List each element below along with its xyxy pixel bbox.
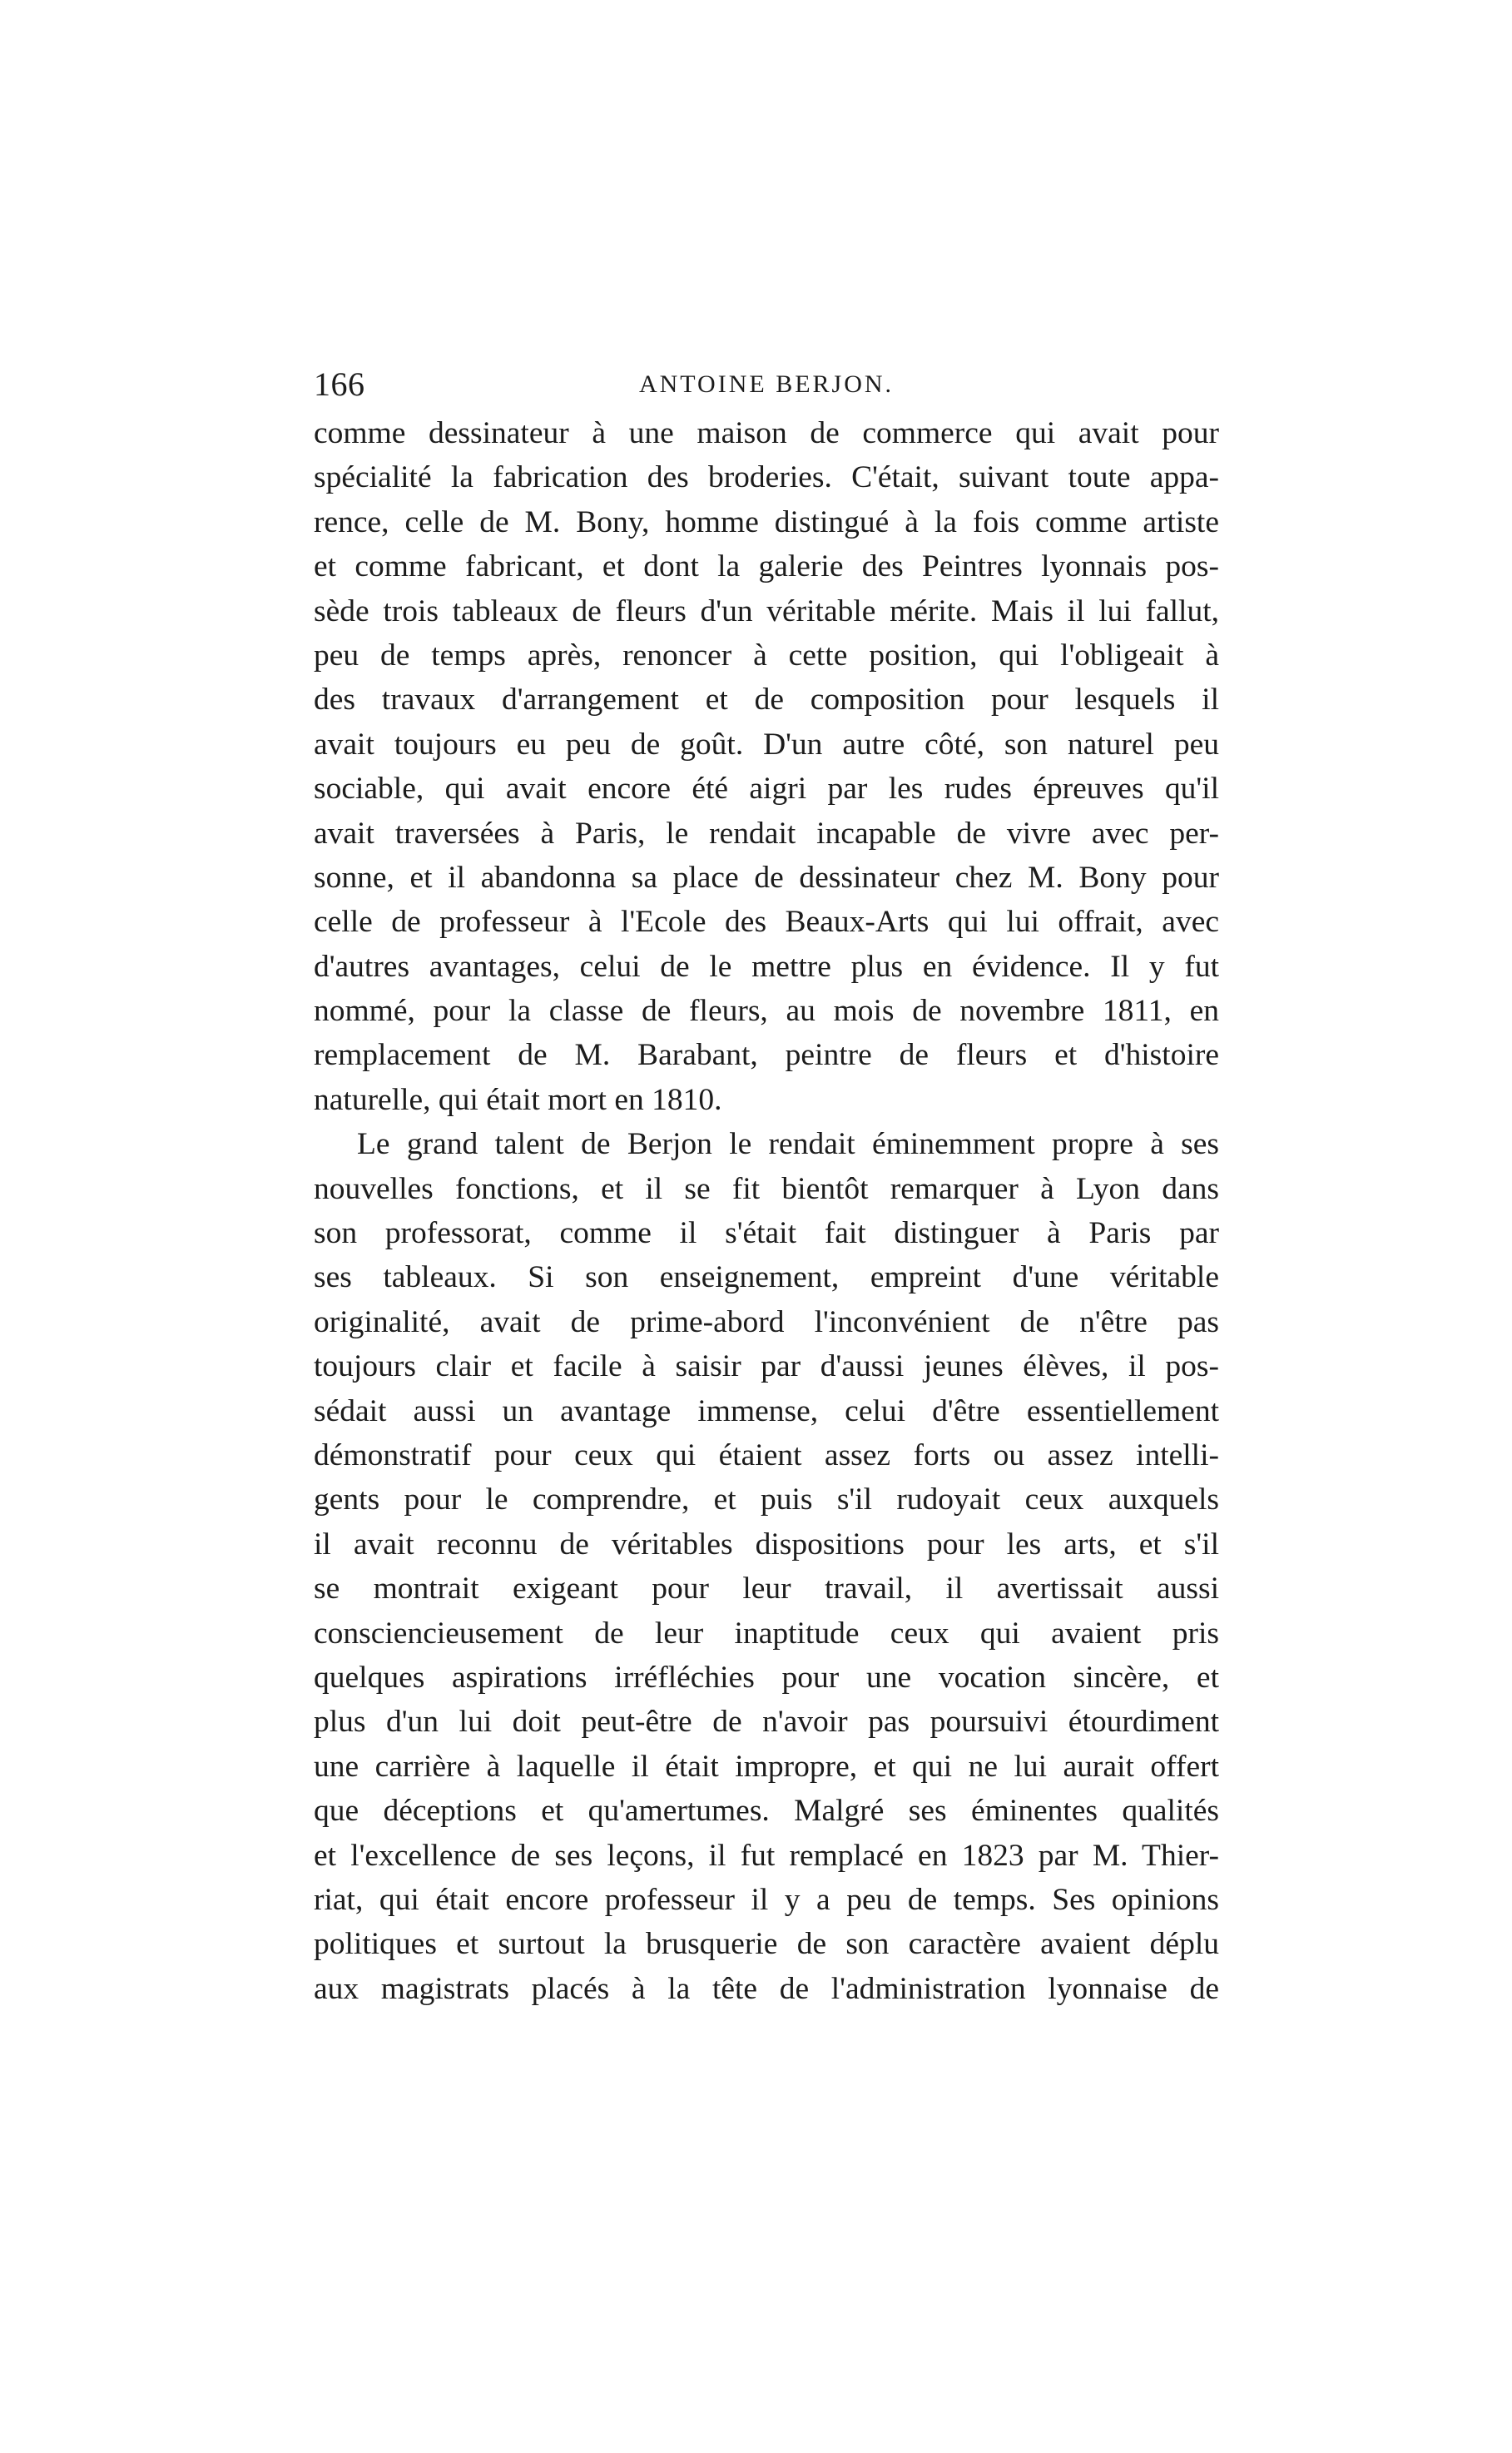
text-line: Le grand talent de Berjon le rendait éminemment propre à ses <box>357 1127 1219 1162</box>
text-line: plus d'un lui doit peut-être de n'avoir pas poursuivi étourdiment <box>314 1705 1219 1740</box>
text-line: une carrière à laquelle il était impropre, et qui ne lui aurait offert <box>314 1749 1219 1784</box>
text-line: sédait aussi un avantage immense, celui d'être essentiellement <box>314 1393 1219 1428</box>
text-line: consciencieusement de leur inaptitude ceux qui avaient pris <box>314 1616 1219 1651</box>
text-line: celle de professeur à l'Ecole des Beaux-Arts qui lui offrait, avec <box>314 905 1219 940</box>
text-line: politiques et surtout la brusquerie de son caractère avaient déplu <box>314 1927 1219 1962</box>
text-line: son professorat, comme il s'était fait distinguer à Paris par <box>314 1216 1219 1251</box>
body-text <box>314 411 1219 2011</box>
paragraph <box>314 1122 1219 2011</box>
text-line: avait traversées à Paris, le rendait incapable de vivre avec per- <box>314 816 1219 851</box>
text-line: démonstratif pour ceux qui étaient assez forts ou assez intelli- <box>314 1438 1219 1472</box>
text-line: que déceptions et qu'amertumes. Malgré ses éminentes qualités <box>314 1794 1219 1829</box>
text-line: spécialité la fabrication des broderies. C'était, suivant toute appa- <box>314 460 1219 495</box>
text-line: riat, qui était encore professeur il y a peu de temps. Ses opinions <box>314 1882 1219 1917</box>
text-line: originalité, avait de prime-abord l'inconvénient de n'être pas <box>314 1304 1219 1339</box>
text-line: d'autres avantages, celui de le mettre plus en évidence. Il y fut <box>314 949 1219 984</box>
text-line: gents pour le comprendre, et puis s'il rudoyait ceux auxquels <box>314 1482 1219 1517</box>
running-head <box>314 360 1219 410</box>
text-line: sociable, qui avait encore été aigri par les rudes épreuves qu'il <box>314 772 1219 807</box>
text-line: et comme fabricant, et dont la galerie des Peintres lyonnais pos- <box>314 549 1219 584</box>
text-line: il avait reconnu de véritables dispositions pour les arts, et s'il <box>314 1527 1219 1562</box>
text-line: sède trois tableaux de fleurs d'un véritable mérite. Mais il lui fallut, <box>314 593 1219 628</box>
text-line: sonne, et il abandonna sa place de dessinateur chez M. Bony pour <box>314 860 1219 895</box>
text-line: des travaux d'arrangement et de composition pour lesquels il <box>314 683 1219 718</box>
text-line: et l'excellence de ses leçons, il fut remplacé en 1823 par M. Thier- <box>314 1838 1219 1873</box>
text-line: comme dessinateur à une maison de commerce qui avait pour <box>314 416 1219 450</box>
text-line: nouvelles fonctions, et il se fit bientôt remarquer à Lyon dans <box>314 1171 1219 1206</box>
page-number: 166 <box>314 365 365 403</box>
running-title: ANTOINE BERJON. <box>638 370 895 398</box>
paragraph <box>314 411 1219 1122</box>
text-line: aux magistrats placés à la tête de l'administration lyonnaise de <box>314 1971 1219 2006</box>
text-line: ses tableaux. Si son enseignement, empreint d'une véritable <box>314 1260 1219 1295</box>
text-line: rence, celle de M. Bony, homme distingué à la fois comme artiste <box>314 504 1219 539</box>
text-line: peu de temps après, renoncer à cette position, qui l'obligeait à <box>314 638 1219 673</box>
text-line: toujours clair et facile à saisir par d'aussi jeunes élèves, il pos- <box>314 1349 1219 1384</box>
text-line: nommé, pour la classe de fleurs, au mois de novembre 1811, en <box>314 994 1219 1029</box>
text-line: naturelle, qui était mort en 1810. <box>314 1082 722 1117</box>
text-line: se montrait exigeant pour leur travail, il avertissait aussi <box>314 1572 1219 1606</box>
text-line: remplacement de M. Barabant, peintre de fleurs et d'histoire <box>314 1038 1219 1073</box>
text-line: avait toujours eu peu de goût. D'un autre côté, son naturel peu <box>314 727 1219 762</box>
text-line: quelques aspirations irréfléchies pour une vocation sincère, et <box>314 1660 1219 1695</box>
